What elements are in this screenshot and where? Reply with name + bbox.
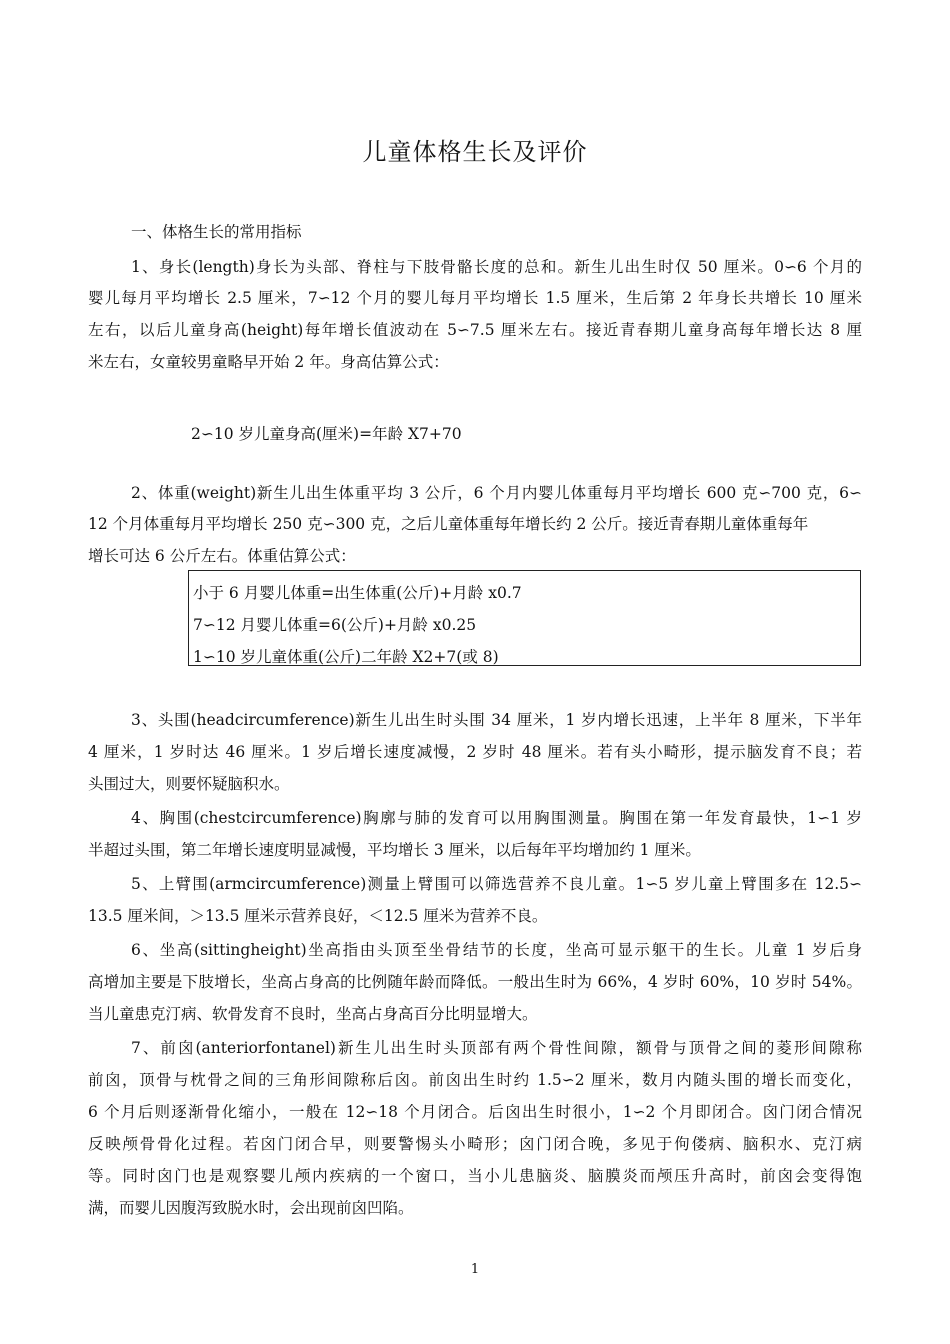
weight-formula: 小于 6 月婴儿体重=出生体重(公斤)+月龄 x0.7 — [193, 584, 522, 602]
paragraph-line: 满，而婴儿因腹泻致脱水时，会出现前囟凹陷。 — [88, 1199, 414, 1217]
paragraph-line: 13.5 厘米间，＞13.5 厘米示营养良好，＜12.5 厘米为营养不良。 — [88, 907, 548, 925]
document-title: 儿童体格生长及评价 — [362, 138, 588, 166]
weight-formula-box — [188, 570, 861, 666]
section-heading: 一、体格生长的常用指标 — [131, 223, 302, 241]
paragraph-line: 3、头围(headcircumference)新生儿出生时头围 34 厘米，1 岁内增长迅速，上半年 8 厘米，下半年 — [131, 711, 862, 729]
paragraph-line: 5、上臂围(armcircumference)测量上臂围可以筛选营养不良儿童。1∽5 岁儿童上臂围多在 12.5∽ — [131, 875, 862, 893]
paragraph-line: 等。同时囟门也是观察婴儿颅内疾病的一个窗口，当小儿患脑炎、脑膜炎而颅压升高时，前囟会变得饱 — [88, 1167, 862, 1185]
height-formula: 2∽10 岁儿童身高(厘米)=年龄 X7+70 — [191, 425, 462, 443]
paragraph-line: 7、前囟(anteriorfontanel)新生儿出生时头顶部有两个骨性间隙，额骨与顶骨之间的菱形间隙称 — [131, 1039, 862, 1057]
paragraph-line: 反映颅骨骨化过程。若囟门闭合早，则要警惕头小畸形；囟门闭合晚，多见于佝偻病、脑积水、克汀病 — [88, 1135, 862, 1153]
paragraph-line: 6 个月后则逐渐骨化缩小，一般在 12∽18 个月闭合。后囟出生时很小，1∽2 个月即闭合。囟门闭合情况 — [88, 1103, 862, 1121]
paragraph-line: 米左右，女童较男童略早开始 2 年。身高估算公式： — [88, 353, 449, 371]
weight-formula: 7∽12 月婴儿体重=6(公斤)+月龄 x0.25 — [193, 616, 477, 634]
paragraph-line: 2、体重(weight)新生儿出生体重平均 3 公斤，6 个月内婴儿体重每月平均增长 600 克∽700 克，6∽ — [131, 484, 862, 502]
paragraph-line: 头围过大，则要怀疑脑积水。 — [88, 775, 290, 793]
paragraph-line: 1、身长(length)身长为头部、脊柱与下肢骨骼长度的总和。新生儿出生时仅 50 厘米。0∽6 个月的 — [131, 258, 862, 276]
paragraph-line: 当儿童患克汀病、软骨发育不良时，坐高占身高百分比明显增大。 — [88, 1005, 538, 1023]
paragraph-line: 6、坐高(sittingheight)坐高指由头顶至坐骨结节的长度，坐高可显示躯干的生长。儿童 1 岁后身 — [131, 941, 862, 959]
paragraph-line: 高增加主要是下肢增长，坐高占身高的比例随年龄而降低。一般出生时为 66%，4 岁时 60%，10 岁时 54%。 — [88, 973, 862, 991]
paragraph-line: 半超过头围，第二年增长速度明显减慢，平均增长 3 厘米，以后每年平均增加约 1 厘米。 — [88, 841, 701, 859]
page-number: 1 — [470, 1262, 480, 1277]
paragraph-line: 12 个月体重每月平均增长 250 克∽300 克，之后儿童体重每年增长约 2 公斤。接近青春期儿童体重每年 — [88, 515, 809, 533]
paragraph-line: 左右，以后儿童身高(height)每年增长值波动在 5∽7.5 厘米左右。接近青春期儿童身高每年增长达 8 厘 — [88, 321, 862, 339]
paragraph-line: 增长可达 6 公斤左右。体重估算公式： — [88, 547, 356, 565]
weight-formula: 1∽10 岁儿童体重(公斤)二年龄 X2+7(或 8) — [193, 648, 499, 666]
paragraph-line: 前囟，顶骨与枕骨之间的三角形间隙称后囟。前囟出生时约 1.5∽2 厘米，数月内随头围的增长而变化， — [88, 1071, 862, 1089]
paragraph-line: 婴儿每月平均增长 2.5 厘米，7∽12 个月的婴儿每月平均增长 1.5 厘米，生后第 2 年身长共增长 10 厘米 — [88, 289, 862, 307]
paragraph-line: 4、胸围(chestcircumference)胸廓与肺的发育可以用胸围测量。胸围在第一年发育最快，1∽1 岁 — [131, 809, 862, 827]
paragraph-line: 4 厘米，1 岁时达 46 厘米。1 岁后增长速度减慢，2 岁时 48 厘米。若有头小畸形，提示脑发育不良；若 — [88, 743, 862, 761]
